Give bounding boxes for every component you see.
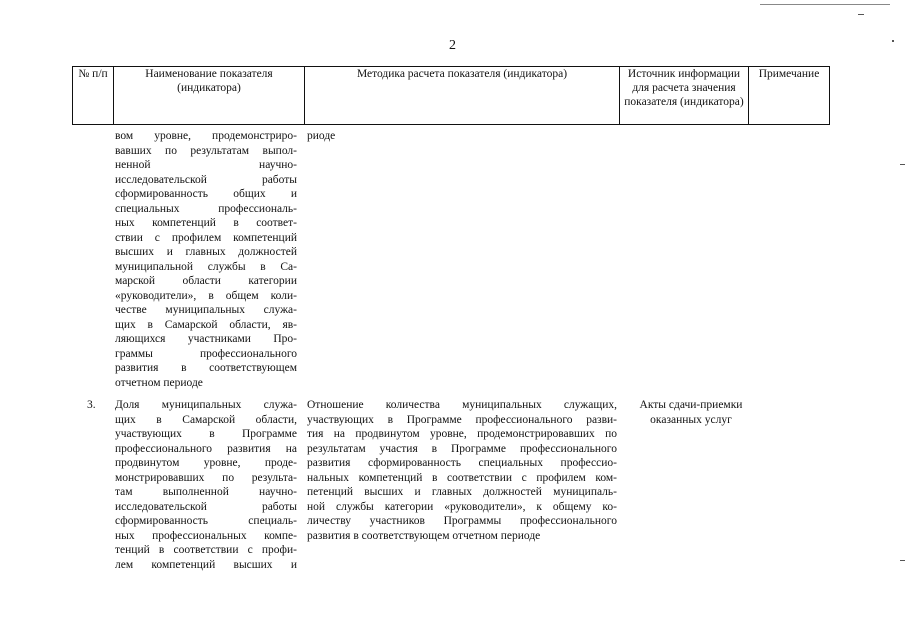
text-line: специальных профессиональ- xyxy=(115,202,297,215)
scan-artifact-mark xyxy=(858,14,864,15)
text-line: тенций в соответствии с профи- xyxy=(115,544,297,556)
text-line: ных профессиональных компе- xyxy=(115,529,297,542)
text-line: тия на продвинутом уровне, продемонстрировавших по xyxy=(307,428,617,440)
text-line: профессионального развития на xyxy=(115,442,297,455)
text-line: развития сформированность специальных профессио- xyxy=(307,457,617,469)
text-line: ных компетенций в соответ- xyxy=(115,217,297,229)
text-line: сформированность общих и xyxy=(115,188,297,200)
text-line: участвующих в Программе профессионального разви- xyxy=(307,413,617,426)
text-line: результатам участия в Программе профессионального xyxy=(307,442,617,455)
text-line: вом уровне, продемонстриро- xyxy=(115,130,297,142)
text-line: развития в соответствующем отчетном периоде xyxy=(307,529,541,542)
text-line: участвующих в Программе xyxy=(115,428,297,440)
header-information-source: Источник информации для расчета значения показателя (индикатора) xyxy=(620,67,749,125)
text-line: сформированность специаль- xyxy=(115,515,297,527)
header-note: Примечание xyxy=(749,67,830,125)
header-indicator-name: Наименование показателя (индикатора) xyxy=(114,67,305,125)
text-line: продвинутом уровне, проде- xyxy=(115,457,297,469)
text-line: оказанных услуг xyxy=(650,413,732,426)
text-line: щих в Самарской области, xyxy=(115,413,297,426)
text-line: честве муниципальных служа- xyxy=(115,304,297,316)
text-line: муниципальной службы в Са- xyxy=(115,260,297,273)
page-number: 2 xyxy=(449,38,456,53)
text-line: нальных компетенций в соответствии с профилем ком- xyxy=(307,471,617,484)
text-line: петенций высших и главных должностей муниципаль- xyxy=(307,486,617,498)
text-line: там выполненной научно- xyxy=(115,486,297,498)
text-line: ной службы категории «руководители», к общему ко- xyxy=(307,500,617,513)
text-line: личеству участников Программы профессионального xyxy=(307,515,617,527)
row-number: 3. xyxy=(87,399,96,411)
text-line: отчетном периоде xyxy=(115,376,203,389)
text-line: исследовательской работы xyxy=(115,173,297,186)
text-line: исследовательской работы xyxy=(115,500,297,513)
text-line: Отношение количества муниципальных служащих, xyxy=(307,399,617,411)
text-line: лем компетенций высших и xyxy=(115,558,297,571)
text-line: Акты сдачи-приемки xyxy=(639,399,743,411)
text-line: «руководители», в общем коли- xyxy=(115,289,297,302)
text-line: вавших по результатам выпол- xyxy=(115,144,297,157)
text-line: высших и главных должностей xyxy=(115,246,297,258)
scan-artifact-edge xyxy=(900,164,905,165)
text-line: Доля муниципальных служа- xyxy=(115,399,297,411)
text-line: марской области категории xyxy=(115,275,297,287)
text-line: ляющихся участниками Про- xyxy=(115,333,297,345)
scan-artifact-edge xyxy=(900,560,905,561)
header-calculation-method: Методика расчета показателя (индикатора) xyxy=(305,67,620,125)
text-line: монстрировавших по результа- xyxy=(115,471,297,484)
header-number: № п/п xyxy=(73,67,114,125)
text-line: ствии с профилем компетенций xyxy=(115,231,297,244)
text-line: граммы профессионального xyxy=(115,347,297,360)
text-line: ненной научно- xyxy=(115,159,297,171)
text-line: развития в соответствующем xyxy=(115,362,297,374)
text-line: щих в Самарской области, яв- xyxy=(115,318,297,331)
continuation-calculation-method: риоде xyxy=(307,130,336,142)
indicator-table-header xyxy=(72,66,830,125)
scan-artifact-line xyxy=(760,4,890,5)
